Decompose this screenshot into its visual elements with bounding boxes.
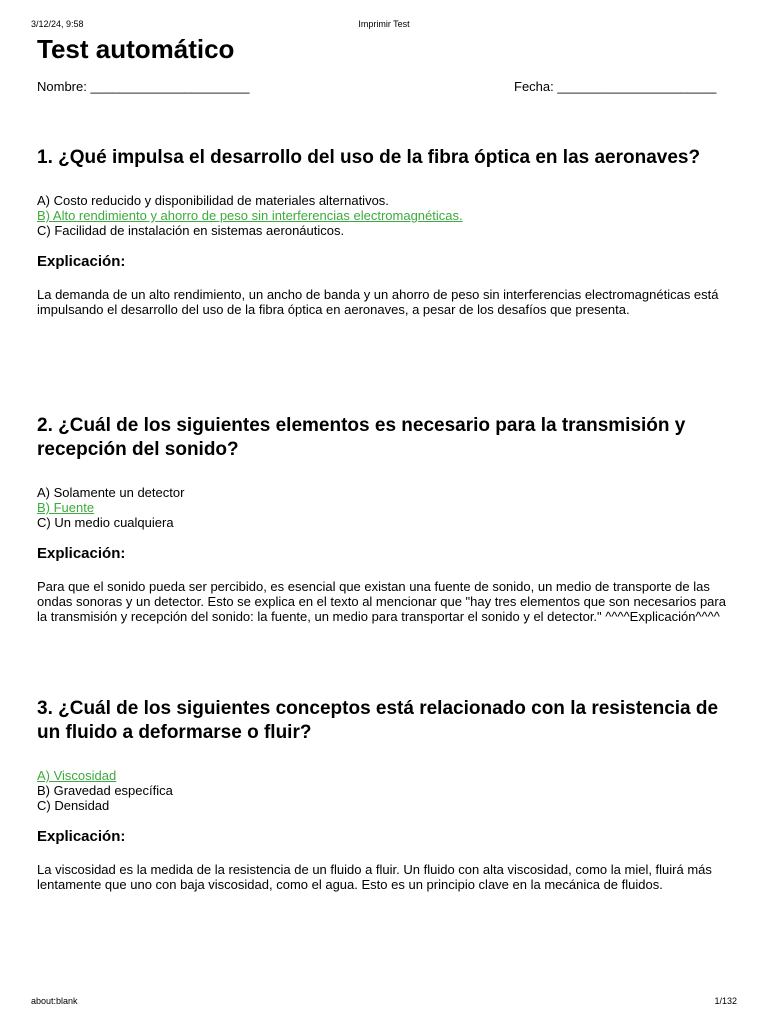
explanation-text: Para que el sonido pueda ser percibido, es esencial que existan una fuente de sonido, un medio de transporte de las ondas sonoras y un detector. Esto se explica en el texto al mencionar que "hay tres elementos que son necesarios para la transmisión y recepción del sonido: la fuente, un medio para transportar el sonido y el detector." ^^^^Explicación^^^^ — [37, 579, 726, 624]
question-2 — [37, 414, 735, 624]
page-number: 1/132 — [714, 996, 737, 1006]
meta-row — [37, 79, 735, 97]
question-title: 2. ¿Cuál de los siguientes elementos es necesario para la transmisión y recepción del sonido? — [37, 415, 686, 460]
print-title: Imprimir Test — [358, 19, 410, 29]
option-b: B) Gravedad específica — [37, 783, 173, 798]
question-3 — [37, 697, 735, 892]
option-c: C) Un medio cualquiera — [37, 515, 174, 530]
answer-options — [37, 193, 735, 238]
print-datetime: 3/12/24, 9:58 — [31, 19, 84, 29]
print-header — [31, 18, 737, 32]
document-body — [37, 33, 735, 892]
option-b-correct[interactable]: B) Alto rendimiento y ahorro de peso sin interferencias electromagnéticas. — [37, 208, 463, 223]
print-footer — [31, 995, 737, 1009]
option-c: C) Densidad — [37, 798, 110, 813]
page-title: Test automático — [37, 34, 235, 64]
name-field: Nombre: ______________________ — [37, 79, 250, 94]
option-a-correct[interactable]: A) Viscosidad — [37, 768, 117, 783]
explanation-heading: Explicación: — [37, 828, 126, 845]
question-1 — [37, 146, 735, 317]
option-b-correct[interactable]: B) Fuente — [37, 500, 95, 515]
question-title: 1. ¿Qué impulsa el desarrollo del uso de la fibra óptica en las aeronaves? — [37, 147, 701, 168]
option-a: A) Solamente un detector — [37, 485, 185, 500]
date-field: Fecha: ______________________ — [514, 79, 717, 94]
explanation-heading: Explicación: — [37, 253, 126, 270]
question-title: 3. ¿Cuál de los siguientes conceptos está relacionado con la resistencia de un fluido a deformarse o fluir? — [37, 698, 719, 743]
print-url: about:blank — [31, 996, 78, 1006]
explanation-text: La demanda de un alto rendimiento, un ancho de banda y un ahorro de peso sin interferencias electromagnéticas está impulsando el desarrollo del uso de la fibra óptica en aeronaves, a pesar de los desafíos que presenta. — [37, 287, 719, 317]
option-a: A) Costo reducido y disponibilidad de materiales alternativos. — [37, 193, 389, 208]
option-c: C) Facilidad de instalación en sistemas aeronáuticos. — [37, 223, 345, 238]
answer-options — [37, 485, 735, 530]
answer-options — [37, 768, 735, 813]
explanation-heading: Explicación: — [37, 545, 126, 562]
explanation-text: La viscosidad es la medida de la resistencia de un fluido a fluir. Un fluido con alta viscosidad, como la miel, fluirá más lentamente que uno con baja viscosidad, como el agua. Esto es un principio clave en la mecánica de fluidos. — [37, 862, 712, 892]
